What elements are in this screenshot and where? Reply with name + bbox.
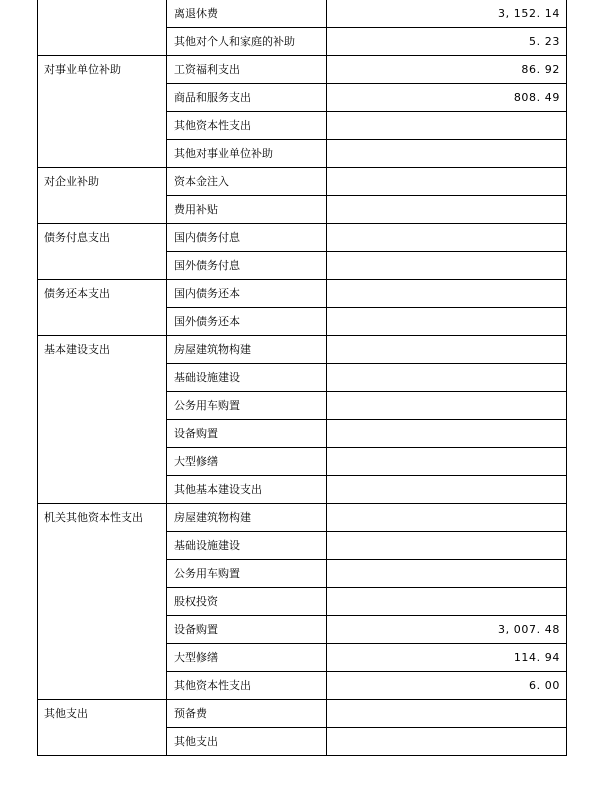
amount-cell: [327, 728, 567, 756]
item-cell: 基础设施建设: [167, 532, 327, 560]
item-cell: 股权投资: [167, 588, 327, 616]
table-row: [38, 504, 567, 532]
table-row: [38, 56, 567, 84]
amount-cell: [327, 308, 567, 336]
amount-cell: [327, 252, 567, 280]
amount-cell: [327, 588, 567, 616]
amount-cell: [327, 448, 567, 476]
item-cell: 国外债务还本: [167, 308, 327, 336]
table-body: [38, 0, 567, 756]
amount-cell: 114. 94: [327, 644, 567, 672]
item-cell: 大型修缮: [167, 448, 327, 476]
item-cell: 离退休费: [167, 0, 327, 28]
table-row: [38, 224, 567, 252]
item-cell: 房屋建筑物构建: [167, 336, 327, 364]
amount-cell: [327, 392, 567, 420]
item-cell: 商品和服务支出: [167, 84, 327, 112]
category-cell: 债务还本支出: [38, 280, 167, 336]
item-cell: 公务用车购置: [167, 392, 327, 420]
amount-cell: [327, 112, 567, 140]
amount-cell: [327, 476, 567, 504]
item-cell: 国外债务付息: [167, 252, 327, 280]
table-row: [38, 168, 567, 196]
amount-cell: [327, 420, 567, 448]
amount-cell: [327, 196, 567, 224]
category-cell: [38, 0, 167, 56]
category-cell: 其他支出: [38, 700, 167, 756]
item-cell: 设备购置: [167, 420, 327, 448]
amount-cell: 3, 007. 48: [327, 616, 567, 644]
item-cell: 其他资本性支出: [167, 672, 327, 700]
table-row: [38, 700, 567, 728]
item-cell: 预备费: [167, 700, 327, 728]
amount-cell: 808. 49: [327, 84, 567, 112]
item-cell: 大型修缮: [167, 644, 327, 672]
item-cell: 资本金注入: [167, 168, 327, 196]
item-cell: 设备购置: [167, 616, 327, 644]
item-cell: 其他对个人和家庭的补助: [167, 28, 327, 56]
amount-cell: [327, 336, 567, 364]
item-cell: 其他资本性支出: [167, 112, 327, 140]
amount-cell: [327, 700, 567, 728]
item-cell: 公务用车购置: [167, 560, 327, 588]
item-cell: 基础设施建设: [167, 364, 327, 392]
table-row: [38, 336, 567, 364]
item-cell: 其他支出: [167, 728, 327, 756]
amount-cell: [327, 224, 567, 252]
category-cell: 机关其他资本性支出: [38, 504, 167, 700]
amount-cell: [327, 140, 567, 168]
amount-cell: [327, 364, 567, 392]
item-cell: 其他基本建设支出: [167, 476, 327, 504]
category-cell: 对企业补助: [38, 168, 167, 224]
category-cell: 对事业单位补助: [38, 56, 167, 168]
amount-cell: 5. 23: [327, 28, 567, 56]
item-cell: 国内债务付息: [167, 224, 327, 252]
amount-cell: [327, 532, 567, 560]
item-cell: 工资福利支出: [167, 56, 327, 84]
amount-cell: [327, 280, 567, 308]
item-cell: 房屋建筑物构建: [167, 504, 327, 532]
amount-cell: 6. 00: [327, 672, 567, 700]
amount-cell: [327, 504, 567, 532]
budget-expenditure-table: [37, 0, 567, 756]
amount-cell: [327, 168, 567, 196]
amount-cell: [327, 560, 567, 588]
category-cell: 债务付息支出: [38, 224, 167, 280]
amount-cell: 86. 92: [327, 56, 567, 84]
amount-cell: 3, 152. 14: [327, 0, 567, 28]
item-cell: 国内债务还本: [167, 280, 327, 308]
table-row: [38, 0, 567, 28]
table-row: [38, 280, 567, 308]
category-cell: 基本建设支出: [38, 336, 167, 504]
item-cell: 费用补贴: [167, 196, 327, 224]
item-cell: 其他对事业单位补助: [167, 140, 327, 168]
